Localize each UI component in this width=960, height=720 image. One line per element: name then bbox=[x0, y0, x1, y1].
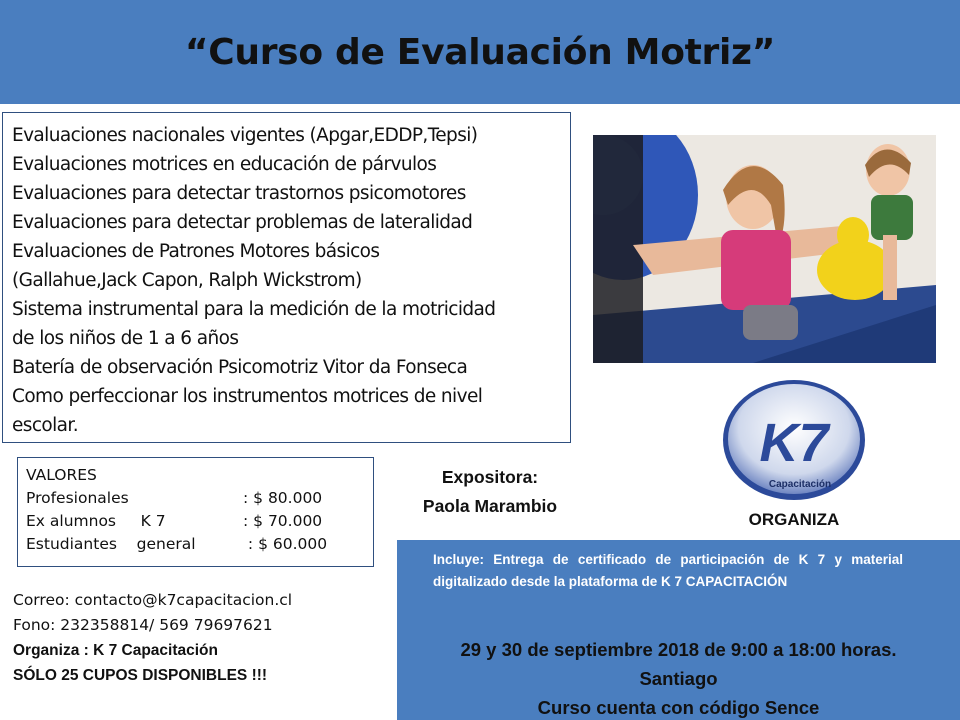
contact-email: Correo: contacto@k7capacitacion.cl bbox=[13, 591, 293, 609]
price-amount: : $ 80.000 bbox=[243, 489, 323, 507]
sence-notice: Curso cuenta con código Sence bbox=[537, 697, 820, 718]
svg-text:K7: K7 bbox=[759, 413, 829, 473]
info-box bbox=[397, 540, 960, 720]
children-therapy-illustration bbox=[593, 135, 936, 363]
prices-box bbox=[17, 457, 374, 567]
speaker-block bbox=[390, 463, 590, 521]
contact-phone: Fono: 232358814/ 569 79697621 bbox=[13, 616, 273, 634]
k7-logo bbox=[722, 379, 867, 501]
includes-text: Incluye: Entrega de certificado de participación de K 7 y material digitalizado desde la plataforma de K 7 CAPACITACIÓN bbox=[433, 552, 903, 589]
contact-organizer: Organiza : K 7 Capacitación bbox=[13, 642, 218, 659]
price-row bbox=[26, 487, 365, 510]
seats-notice: SÓLO 25 CUPOS DISPONIBLES !!! bbox=[13, 667, 268, 684]
speaker-name: Paola Marambio bbox=[422, 496, 558, 516]
topics-list bbox=[2, 112, 571, 443]
topic-item: Evaluaciones para detectar trastornos psicomotores bbox=[12, 183, 466, 204]
course-photo bbox=[593, 135, 936, 363]
topic-item: escolar. bbox=[12, 415, 78, 436]
topic-item: (Gallahue,Jack Capon, Ralph Wickstrom) bbox=[12, 270, 362, 291]
topic-item: Evaluaciones motrices en educación de párvulos bbox=[12, 154, 437, 175]
course-city: Santiago bbox=[639, 668, 718, 689]
prices-header: VALORES bbox=[26, 466, 97, 484]
k7-logo-icon bbox=[722, 379, 867, 501]
course-dates: 29 y 30 de septiembre 2018 de 9:00 a 18:00 horas. bbox=[460, 639, 897, 660]
topic-item: Evaluaciones de Patrones Motores básicos bbox=[12, 241, 380, 262]
page-title: “Curso de Evaluación Motriz” bbox=[184, 31, 776, 73]
topic-item: Sistema instrumental para la medición de la motricidad bbox=[12, 299, 496, 320]
topic-item: de los niños de 1 a 6 años bbox=[12, 328, 239, 349]
contact-block bbox=[13, 588, 393, 688]
title-banner bbox=[0, 0, 960, 104]
topic-item: Evaluaciones nacionales vigentes (Apgar,EDDP,Tepsi) bbox=[12, 125, 478, 146]
topic-item: Batería de observación Psicomotriz Vitor da Fonseca bbox=[12, 357, 468, 378]
price-amount: : $ 60.000 bbox=[243, 535, 328, 553]
price-amount: : $ 70.000 bbox=[243, 512, 323, 530]
schedule-block bbox=[397, 635, 960, 720]
price-row bbox=[26, 510, 365, 533]
svg-text:Capacitación: Capacitación bbox=[768, 479, 832, 490]
speaker-label: Expositora: bbox=[441, 467, 539, 487]
price-label: Estudiantes general bbox=[26, 535, 196, 553]
price-label: Profesionales bbox=[26, 489, 129, 507]
organizer-label: ORGANIZA bbox=[748, 510, 840, 529]
topic-item: Como perfeccionar los instrumentos motrices de nivel bbox=[12, 386, 483, 407]
price-label: Ex alumnos K 7 bbox=[26, 512, 166, 530]
topic-item: Evaluaciones para detectar problemas de lateralidad bbox=[12, 212, 473, 233]
price-row bbox=[26, 533, 365, 556]
